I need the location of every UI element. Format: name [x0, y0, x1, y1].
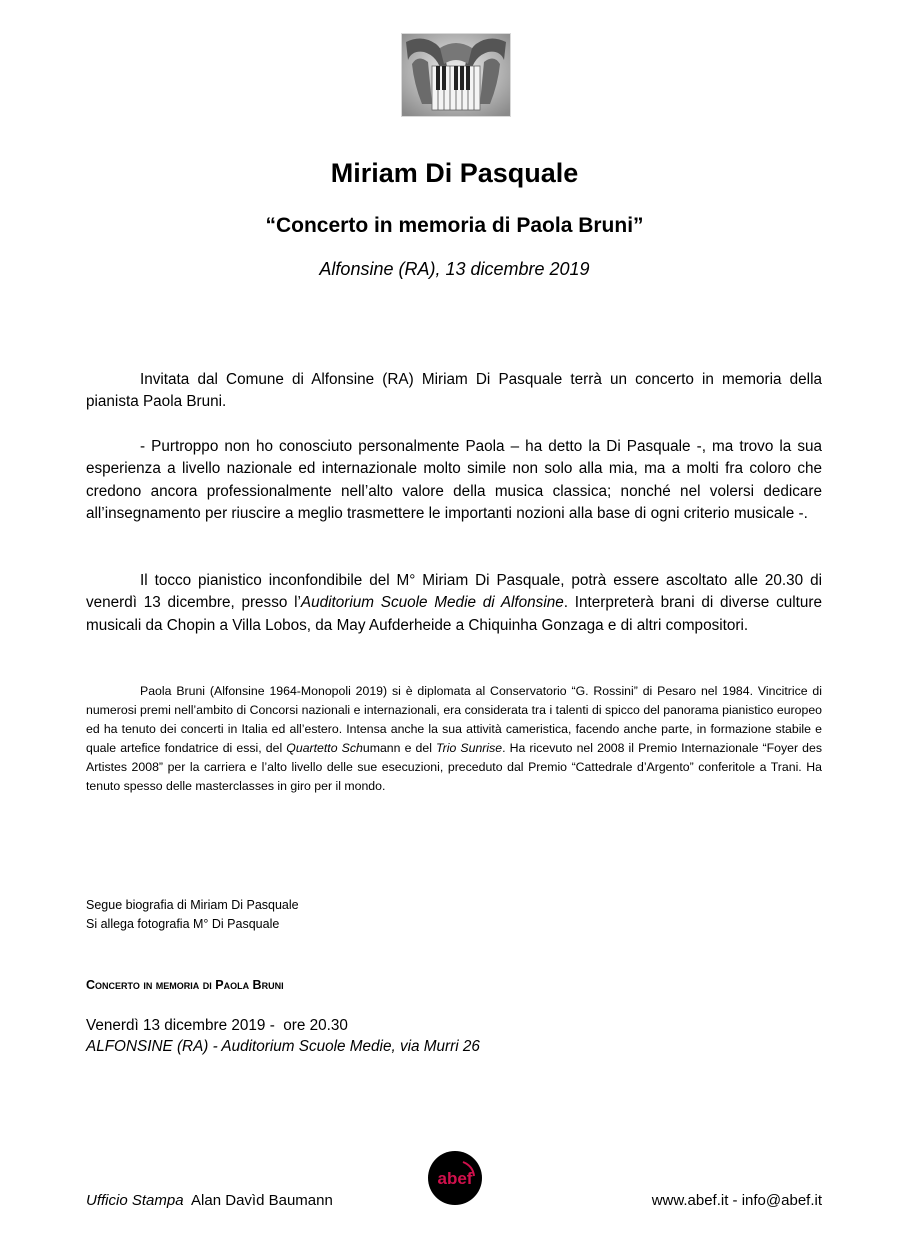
- bio-part2: e del: [400, 741, 437, 755]
- concert-subtitle: “Concerto in memoria di Paola Bruni”: [265, 214, 644, 237]
- concert-details-before: Il tocco pianistico inconfondibile del M° Miriam Di Pasquale, potrà essere ascoltato alle 20.30 di venerdì 13 dicembre, presso l’: [86, 572, 822, 612]
- event-datetime: Venerdì 13 dicembre 2019 - ore 20.30: [86, 1017, 348, 1034]
- piano-hands-image: [402, 34, 510, 116]
- place-date: Alfonsine (RA), 13 dicembre 2019: [319, 259, 590, 279]
- abef-logo-icon: [427, 1150, 483, 1206]
- quartetto-name-b: umann: [362, 741, 401, 755]
- event-heading: Concerto in memoria di Paola Bruni: [86, 978, 284, 992]
- concert-details-paragraph: [86, 570, 822, 637]
- abef-logo-image: [427, 1150, 483, 1206]
- note-biography: Segue biografia di Miriam Di Pasquale: [86, 898, 299, 912]
- quote-text: - Purtroppo non ho conosciuto personalmente Paola – ha detto la Di Pasquale -, ma trovo la sua esperienza a livello nazionale ed internazionale molto simile non solo alla mia, ma a molti fra coloro che credono ancora professionalmente nell’alto valore della musica classica; nonché nel volersi dedicare all’insegnamento per riuscire a meglio trasmettere le importanti nozioni alla base di ogni criterio musicale -.: [86, 438, 822, 523]
- concert-details-after: . Interpreterà brani di diverse culture musicali da Chopin a Villa Lobos, da May Aufderheide a Chiquinha Gonzaga e di altri compositori.: [86, 594, 822, 634]
- quote-paragraph: [86, 436, 822, 526]
- intro-paragraph: [86, 369, 822, 414]
- press-office-name: Alan Davìd Baumann: [183, 1192, 333, 1209]
- paola-bruni-bio: [86, 682, 822, 796]
- press-office-label: Ufficio Stampa: [86, 1192, 184, 1209]
- event-location: ALFONSINE (RA) - Auditorium Scuole Medie, via Murri 26: [86, 1038, 480, 1055]
- note-photo: Si allega fotografia M° Di Pasquale: [86, 917, 280, 931]
- bio-part1: Paola Bruni (Alfonsine 1964-Monopoli 2019) si è diplomata al Conservatorio “G. Rossini” di Pesaro nel 1984. Vincitrice di numerosi premi nell’ambito di Concorsi nazionali e internazionali, era considerata tra i talenti di spicco del panorama pianistico europeo ed ha tenuto dei concerti in Italia ed all’estero. Intensa anche la sua attività cameristica, facendo anche parte, in formazione stabile e quale artefice fondatrice di essi, del: [86, 684, 822, 755]
- quartetto-name-a: Quartetto Sch: [286, 741, 363, 755]
- abef-logo-text: abef: [437, 1169, 473, 1188]
- piano-hands-logo-icon: [401, 33, 511, 117]
- contact-info: www.abef.it - info@abef.it: [651, 1192, 822, 1209]
- attachments-notes: [86, 896, 299, 934]
- intro-text: Invitata dal Comune di Alfonsine (RA) Miriam Di Pasquale terrà un concerto in memoria della pianista Paola Bruni.: [86, 371, 822, 411]
- bio-text: [86, 682, 822, 796]
- trio-name: Trio Sunrise: [436, 741, 503, 755]
- press-office: [86, 1192, 333, 1209]
- page-title: Miriam Di Pasquale: [330, 158, 579, 188]
- bio-part3: . Ha ricevuto nel 2008 il Premio Internazionale “Foyer des Artistes 2008” per la carriera e l’alto livello delle sue esecuzioni, preceduto dal Premio “Cattedrale d’Argento” conferitole a Trani. Ha tenuto spesso delle masterclasses in giro per il mondo.: [86, 741, 822, 793]
- concert-details-text: [86, 570, 822, 637]
- venue-name: Auditorium Scuole Medie di Alfonsine: [300, 594, 564, 612]
